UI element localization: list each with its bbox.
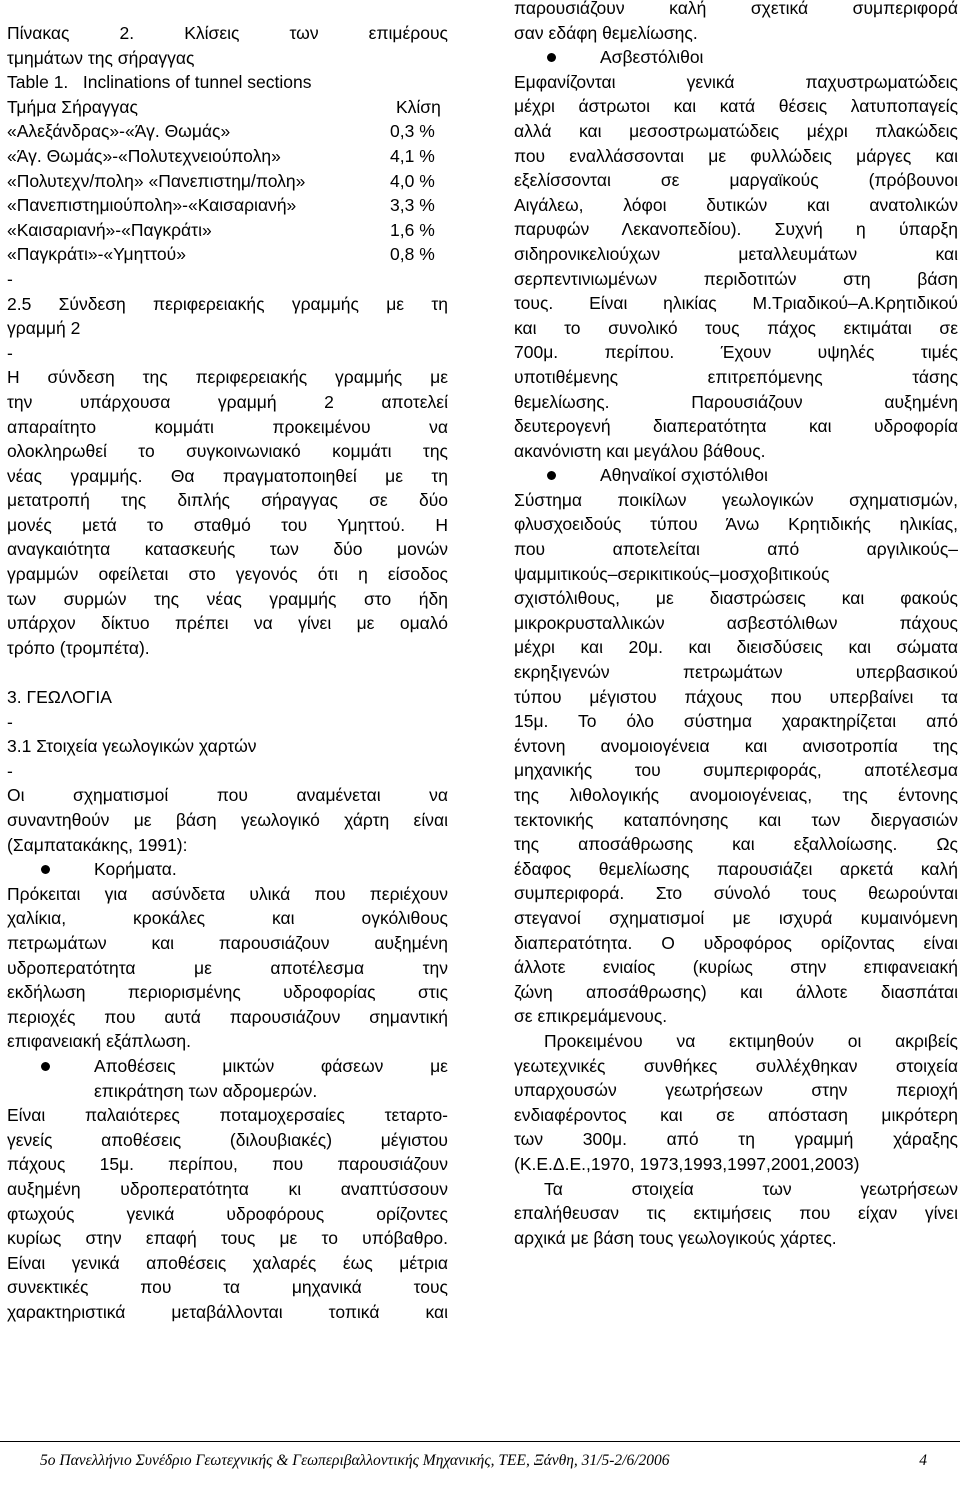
paragraph-line: αυξημένη υδροπερατότητα κι αναπτύσσουν: [7, 1178, 448, 1199]
footer-page-number: 4: [919, 1452, 927, 1469]
paragraph-line: αρχικά με βάση τους γεωλογικούς χάρτες.: [514, 1227, 837, 1248]
table-cell-slope: 0,8 %: [390, 244, 435, 265]
paragraph-line: τρόπο (τρομπέτα).: [7, 637, 150, 658]
korimata-paragraph: [7, 882, 448, 1054]
paragraph-line: ολοκληρωθεί το συγκοινωνιακό κομμάτι της: [7, 441, 448, 462]
paragraph-line: 700μ. περίπου. Έχουν υψηλές τιμές: [514, 342, 958, 363]
paragraph-line: υποτιθέμενης επιτρεπόμενης τάσης: [514, 366, 958, 387]
paragraph-line: αλλά και μεσοστρωματώδεις μέχρι πλακώδεις: [514, 120, 958, 141]
table-header-slope: Κλίση: [396, 96, 441, 117]
section-3-1-title: 3.1 Στοιχεία γεωλογικών χαρτών: [7, 736, 257, 757]
paragraph-line: πετρωμάτων και παρουσιάζουν αυξημένη: [7, 932, 448, 953]
bullet-icon: [547, 53, 556, 62]
paragraph-line: τους. Είναι ηλικίας Μ.Τριαδικού–Α.Κρητιδικού: [514, 293, 958, 314]
table-row: [7, 193, 448, 218]
paragraph-line: πάχους 15μ. περίπου, που παρουσιάζουν: [7, 1154, 448, 1175]
paragraph-line: νέας γραμμής. Θα πραγματοποιηθεί με τη: [7, 465, 448, 486]
paragraph-line: μικροκρυσταλλικών ασβεστόλιθων πάχους: [514, 612, 958, 633]
paragraph-line: συνεκτικές που τα μηχανικά τους: [7, 1277, 448, 1298]
table-cell-slope: 0,3 %: [390, 121, 435, 142]
paragraph-line: Σύστημα ποικίλων γεωλογικών σχηματισμών,: [514, 489, 958, 510]
paragraph-line: ενδιαφέροντος και σε απόσταση μικρότερη: [514, 1104, 958, 1125]
paragraph-line: σιδηρονικελιούχων μεταλλευμάτων και: [514, 243, 958, 264]
paragraph-line: Η σύνδεση της περιφερειακής γραμμής με: [7, 367, 448, 388]
bullet-item-limestones: [514, 45, 958, 70]
paragraph-line: ψαμμιτικούς–σερικιτικούς–μοσχοβιτικούς: [514, 563, 830, 584]
paragraph-line: φλυσχοειδούς τύπου Άνω Κρητιδικής ηλικίας,: [514, 514, 958, 535]
section-2-5-title-line1: 2.5 Σύνδεση περιφερειακής γραμμής με τη: [7, 293, 448, 314]
bullet-label: Ασβεστόλιθοι: [600, 47, 704, 68]
table-cell-section: «Πανεπιστημιούπολη»-«Καισαριανή»: [7, 195, 297, 216]
table-caption-english: Table 1. Inclinations of tunnel sections: [7, 72, 312, 93]
paragraph-line: των 300μ. από τη γραμμή χάραξης: [514, 1129, 958, 1150]
paragraph-line: αναγκαιότητα κατασκευής των δύο μονών: [7, 539, 448, 560]
bullet-label-line1: Αποθέσεις μικτών φάσεων με: [94, 1055, 448, 1076]
paragraph-line: παρουσιάζουν καλή σχετικά συμπεριφορά: [514, 0, 958, 18]
separator-dash: -: [7, 760, 13, 781]
blank-line: [7, 660, 448, 685]
paragraph-line: Είναι γενικά αποθέσεις χαλαρές έως μέτρια: [7, 1252, 448, 1273]
paragraph-line: που αποτελείται από αργιλικούς–: [514, 539, 958, 560]
table-caption-greek-line1: Πίνακας 2. Κλίσεις των επιμέρους: [7, 23, 448, 43]
paragraph-line: μέχρι άστρωτοι και κατά θέσεις λατυποπαγείς: [514, 96, 958, 117]
closing-paragraph: [514, 1029, 958, 1177]
separator-dash: -: [7, 711, 13, 732]
athenian-schists-paragraph: [514, 488, 958, 1029]
paragraph-line: και το συνολικό τους πάχος εκτιμάται σε: [514, 317, 958, 338]
paragraph-line: της λιθολογικής ανομοιογένειας, της έντονης: [514, 785, 958, 805]
paragraph-line: την υπάρχουσα γραμμή 2 αποτελεί: [7, 391, 448, 412]
bullet-item-athenian-schists: [514, 463, 958, 488]
paragraph-line: γραμμών οφείλεται στο γεγονός ότι η είσοδος: [7, 564, 448, 585]
paragraph-line: επαλήθευσαν τις εκτιμήσεις που είχαν γίνει: [514, 1203, 958, 1224]
table-cell-section: «Πολυτεχν/πολη» «Πανεπιστημ/πολη»: [7, 170, 306, 191]
paragraph-line: θεμελίωσης. Παρουσιάζουν αυξημένη: [514, 391, 958, 412]
paragraph-line: Οι σχηματισμοί που αναμένεται να: [7, 785, 448, 806]
paragraph-line: κυρίως στην επαφή τους με το υπόβαθρο.: [7, 1228, 448, 1249]
table-cell-section: «Καισαριανή»-«Παγκράτι»: [7, 219, 212, 240]
paragraph-line: παρυφών Λεκανοπεδίου). Συχνή η ύπαρξη: [514, 219, 958, 240]
paragraph-line: υδροπερατότητα με αποτέλεσμα την: [7, 957, 448, 978]
bullet-label-line2: επικράτηση των αδρομερών.: [94, 1080, 318, 1101]
paragraph-line: υπάρχον δίκτυο πρέπει να γίνει με ομαλό: [7, 613, 448, 634]
paragraph-line: εξελίσσονται σε μαργαϊκούς (πρόβουνοι: [514, 170, 958, 191]
paragraph-line: στεγανοί σχηματισμοί με ισχυρά κυμαινόμενη: [514, 907, 958, 928]
separator-dash: -: [7, 342, 13, 363]
bullet-label: Κορήματα.: [94, 859, 177, 880]
closing-paragraph-2: [514, 1177, 958, 1251]
paragraph-line: έδαφος θεμελίωσης παρουσιάζει αρκετά καλή: [514, 858, 958, 879]
paragraph-line: των συρμών της νέας γραμμής στο ήδη: [7, 588, 448, 609]
paragraph-line: (Σαμπατακάκης, 1991):: [7, 834, 188, 855]
table-header-row: [7, 95, 448, 120]
table-header-section: Τμήμα Σήραγγας: [7, 96, 138, 117]
mixed-deposits-paragraph: [7, 1103, 448, 1324]
paragraph-line: γεωτεχνικές συνθήκες συλλέχθηκαν στοιχεία: [514, 1055, 958, 1076]
table-caption: [7, 21, 448, 70]
paragraph-line: περιοχές που αυτά παρουσιάζουν σημαντική: [7, 1006, 448, 1027]
section-3-1-intro: [7, 783, 448, 857]
bullet-item-mixed-deposits: [7, 1054, 448, 1103]
continued-paragraph: [514, 0, 958, 45]
section-2-5-title-line2: γραμμή 2: [7, 318, 81, 339]
table-row: [7, 169, 448, 194]
table-row: [7, 242, 448, 267]
paragraph-line: διαπερατότητα. Ο υδροφόρος ορίζοντας είναι: [514, 932, 958, 953]
paragraph-line: Προκειμένου να εκτιμηθούν οι ακριβείς: [544, 1030, 958, 1051]
table-cell-slope: 4,0 %: [390, 170, 435, 191]
bullet-icon: [41, 1062, 50, 1071]
table-cell-slope: 1,6 %: [390, 219, 435, 240]
table-cell-section: «Αλεξάνδρας»-«Άγ. Θωμάς»: [7, 121, 231, 142]
paragraph-line: μηχανικής του συμπεριφοράς, αποτέλεσμα: [514, 760, 958, 781]
table-cell-slope: 3,3 %: [390, 195, 435, 216]
paragraph-line: εκδήλωση περιορισμένης υδροφορίας στις: [7, 982, 448, 1003]
paragraph-line: (Κ.Ε.Δ.Ε.,1970, 1973,1993,1997,2001,2003): [514, 1153, 860, 1174]
paragraph-line: φτωχούς γενικά υδροφόρους ορίζοντες: [7, 1203, 448, 1224]
paragraph-line: χαρακτηριστικά μεταβάλλονται τοπικά και: [7, 1301, 448, 1322]
paragraph-line: χαλίκια, κροκάλες και ογκόλιθους: [7, 908, 448, 929]
bullet-label: Αθηναϊκοί σχιστόλιθοι: [600, 465, 768, 486]
paragraph-line: Αιγάλεω, λόφοι δυτικών και ανατολικών: [514, 194, 958, 215]
section-2-5-title: [7, 292, 448, 341]
table-cell-section: «Άγ. Θωμάς»-«Πολυτεχνειούπολη»: [7, 145, 281, 166]
separator-dash: -: [7, 268, 13, 289]
footer-rule: [0, 1441, 960, 1442]
paragraph-line: τύπου μέγιστου πάχους που υπερβαίνει τα: [514, 686, 958, 707]
paragraph-line: που εναλλάσσονται με φυλλώδεις μάργες και: [514, 145, 958, 166]
section-3-title: 3. ΓΕΩΛΟΓΙΑ: [7, 687, 112, 708]
paragraph-line: Πρόκειται για ασύνδετα υλικά που περιέχουν: [7, 883, 448, 904]
paragraph-line: έντονη ανομοιογένεια και ανισοτροπία της: [514, 735, 958, 756]
paragraph-line: δευτερογενή διαπερατότητα και υδροφορία: [514, 416, 958, 437]
paragraph-line: Τα στοιχεία των γεωτρήσεων: [544, 1178, 958, 1199]
table-row: [7, 119, 448, 144]
table-row: [7, 144, 448, 169]
paragraph-line: σαν εδάφη θεμελίωσης.: [514, 22, 698, 43]
paragraph-line: ακανόνιστη και μεγάλου βάθους.: [514, 440, 766, 461]
paragraph-line: άλλοτε ενιαίος (κυρίως στην επιφανειακή: [514, 957, 958, 978]
paragraph-line: συμπεριφορά. Στο σύνολό τους θεωρούνται: [514, 883, 958, 904]
right-column: [514, 0, 958, 1250]
paragraph-line: 15μ. Το όλο σύστημα χαρακτηρίζεται από: [514, 711, 958, 732]
paragraph-line: μονές μετά το σταθμό του Υμηττού. Η: [7, 514, 448, 535]
section-2-5-paragraph: [7, 365, 448, 660]
paragraph-line: Εμφανίζονται γενικά παχυστρωματώδεις: [514, 71, 958, 92]
paragraph-line: υπαρχουσών γεωτρήσεων στην περιοχή: [514, 1080, 958, 1101]
paragraph-line: μετατροπή της διπλής σήραγγας σε δύο: [7, 490, 448, 511]
paragraph-line: μέχρι και 20μ. και διεισδύσεις και σώματα: [514, 637, 958, 658]
paragraph-line: τεκτονικής καταπόνησης και των διεργασιών: [514, 809, 958, 830]
table-caption-greek-line2: τμημάτων της σήραγγας: [7, 47, 195, 68]
paragraph-line: συναντηθούν με βάση γεωλογικό χάρτη είναι: [7, 810, 448, 830]
paragraph-line: απαραίτητο κομμάτι προκειμένου να: [7, 416, 448, 437]
left-column: [7, 21, 448, 1324]
inclination-table: [7, 95, 448, 267]
paragraph-line: σε επικρεμάμενους.: [514, 1006, 668, 1027]
paragraph-line: ζώνη αποσάθρωσης) και άλλοτε διασπάται: [514, 981, 958, 1002]
bullet-icon: [547, 471, 556, 480]
paragraph-line: εκρηξιγενών πετρωμάτων υπερβασικού: [514, 662, 958, 683]
bullet-icon: [41, 865, 50, 874]
table-cell-section: «Παγκράτι»-«Υμηττού»: [7, 244, 186, 265]
bullet-item-korimata: [7, 857, 448, 882]
paragraph-line: γενείς αποθέσεις (διλουβιακές) μέγιστου: [7, 1129, 448, 1150]
paragraph-line: σχιστόλιθους, με διαστρώσεις και φακούς: [514, 588, 958, 609]
table-cell-slope: 4,1 %: [390, 145, 435, 166]
footer-conference: 5ο Πανελλήνιο Συνέδριο Γεωτεχνικής & Γεωπεριβαλλοντικής Μηχανικής, ΤΕΕ, Ξάνθη, 31/5-2/6/2006: [40, 1452, 670, 1469]
limestones-paragraph: [514, 70, 958, 464]
table-row: [7, 218, 448, 243]
paragraph-line: Είναι παλαιότερες ποταμοχερσαίες τεταρτο-: [7, 1105, 448, 1126]
paragraph-line: της αποσάθρωσης και εξαλλοίωσης. Ως: [514, 834, 958, 855]
paragraph-line: σερπεντινιωμένων περιδοτιτών στη βάση: [514, 268, 958, 289]
paragraph-line: επιφανειακή εξάπλωση.: [7, 1031, 192, 1052]
